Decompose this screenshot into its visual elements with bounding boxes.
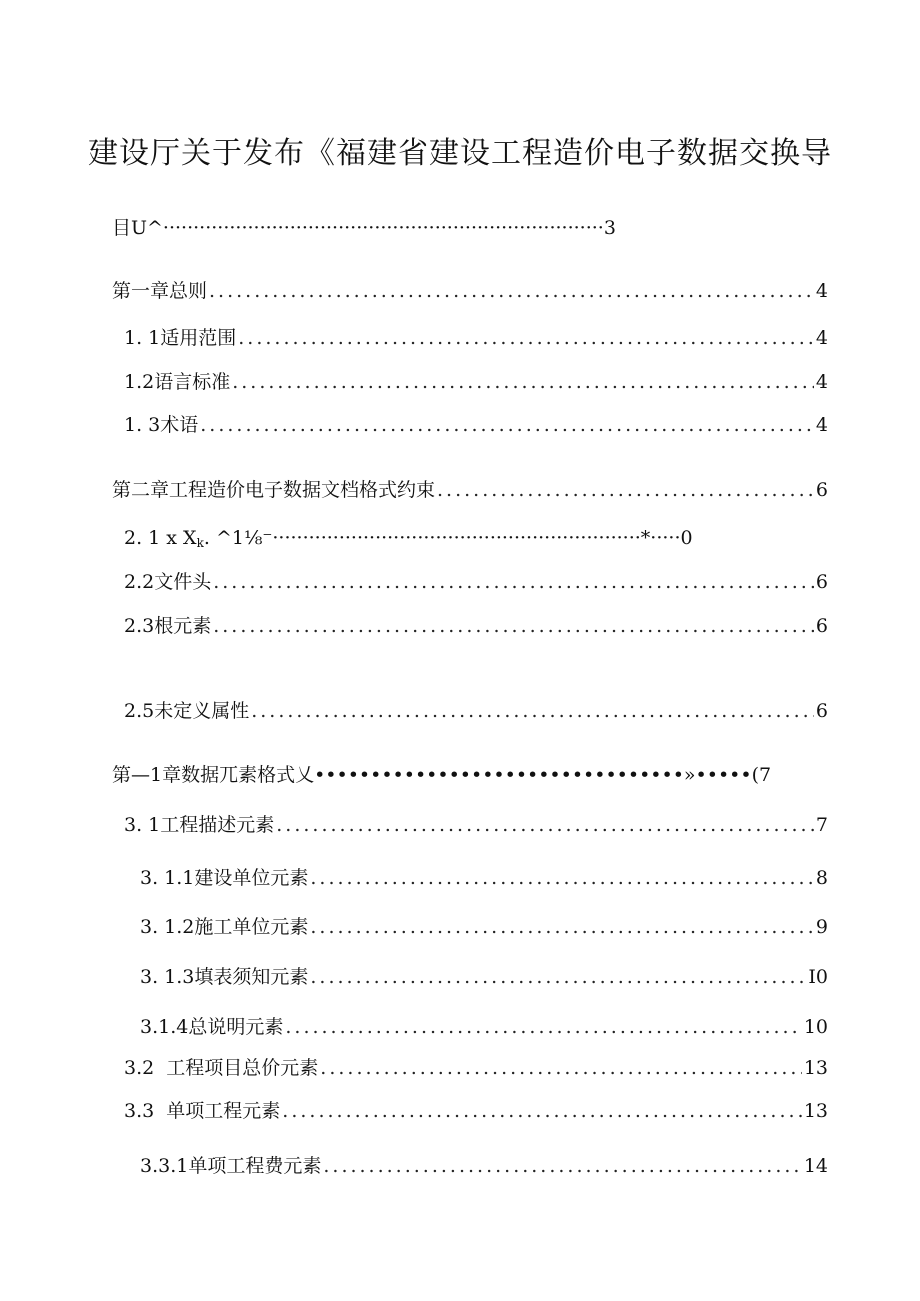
toc-page-number: 10: [803, 1016, 828, 1038]
dot-leader: [310, 864, 814, 892]
toc-entry[interactable]: [124, 568, 828, 596]
dot-leader: [238, 324, 814, 352]
toc-entry-label: 第二章工程造价电子数据文档格式约束: [112, 479, 436, 501]
toc-entry-label: 3.3 单项工程元素: [124, 1100, 281, 1122]
toc-entry-label: 3.1.4总说明元素: [140, 1016, 284, 1038]
toc-entry[interactable]: [140, 963, 828, 991]
document-title: 建设厅关于发布《福建省建设工程造价电子数据交换导: [88, 136, 832, 171]
toc-entry-label: 第—1章数据兀素格式乂•••••••••••••••••••••••••••••••••»•••••(7: [112, 764, 772, 786]
toc-page-number: 6: [815, 615, 828, 637]
dot-leader: [310, 913, 814, 941]
toc-entry[interactable]: [124, 324, 828, 352]
toc-entry: [112, 214, 616, 242]
toc-entry[interactable]: [124, 697, 828, 725]
toc-page-number: I0: [808, 966, 828, 988]
toc-entry-label: 3.2 工程项目总价元素: [124, 1057, 319, 1079]
toc-page-number: 14: [803, 1155, 828, 1177]
toc-entry-label: 目U^·········································································3: [112, 217, 616, 239]
toc-entry-label: 3. 1.3填表须知元素: [140, 966, 309, 988]
dot-leader: [200, 411, 814, 439]
toc-entry-label: 2.3根元素: [124, 615, 212, 637]
toc-entry[interactable]: [124, 411, 828, 439]
toc-entry[interactable]: [124, 1097, 828, 1125]
dot-leader: [232, 368, 814, 396]
toc-entry-label: 2. 1 x $X_k$. ^1⅛⁻·····························································*·····0: [124, 527, 693, 550]
toc-entry-label: 3.3.1单项工程费元素: [140, 1155, 322, 1177]
toc-page-number: 7: [815, 814, 828, 836]
toc-entry[interactable]: [140, 1152, 828, 1180]
toc-entry: [124, 524, 693, 552]
toc-entry[interactable]: [140, 913, 828, 941]
toc-entry[interactable]: [124, 811, 828, 839]
toc-entry: [112, 761, 772, 789]
toc-page-number: 4: [815, 327, 828, 349]
toc-entry[interactable]: [124, 612, 828, 640]
toc-page-number: 6: [815, 700, 828, 722]
dot-leader: [437, 476, 814, 504]
toc-entry-label: 1.2语言标准: [124, 371, 231, 393]
toc-page-number: 13: [803, 1057, 828, 1079]
dot-leader: [320, 1054, 802, 1082]
dot-leader: [209, 277, 814, 305]
toc-entry-label: 3. 1.1建设单位元素: [140, 867, 309, 889]
toc-entry[interactable]: [140, 864, 828, 892]
toc-entry[interactable]: [124, 368, 828, 396]
dot-leader: [323, 1152, 801, 1180]
dot-leader: [310, 963, 806, 991]
dot-leader: [282, 1097, 802, 1125]
toc-page-number: 4: [815, 414, 828, 436]
toc-entry-label: 第一章总则: [112, 280, 208, 302]
toc-page-number: 8: [815, 867, 828, 889]
toc-entry[interactable]: [112, 476, 828, 504]
toc-entry[interactable]: [140, 1013, 828, 1041]
toc-entry-label: 1. 1适用范围: [124, 327, 237, 349]
dot-leader: [285, 1013, 801, 1041]
toc-page-number: 4: [815, 280, 828, 302]
dot-leader: [251, 697, 814, 725]
toc-page-number: 9: [815, 916, 828, 938]
toc-page-number: 6: [815, 571, 828, 593]
toc-page-number: 4: [815, 371, 828, 393]
toc-entry-label: 3. 1工程描述元素: [124, 814, 275, 836]
subscript: k: [196, 536, 204, 550]
toc-entry-label: 2.2文件头: [124, 571, 212, 593]
dot-leader: [213, 612, 814, 640]
dot-leader: [213, 568, 814, 596]
toc-entry-label: 3. 1.2施工单位元素: [140, 916, 309, 938]
toc-entry[interactable]: [124, 1054, 828, 1082]
toc-entry-label: 2.5未定义属性: [124, 700, 250, 722]
toc-page-number: 13: [803, 1100, 828, 1122]
toc-entry-label: 1. 3术语: [124, 414, 199, 436]
toc-entry[interactable]: [112, 277, 828, 305]
dot-leader: [276, 811, 814, 839]
toc-page-number: 6: [815, 479, 828, 501]
